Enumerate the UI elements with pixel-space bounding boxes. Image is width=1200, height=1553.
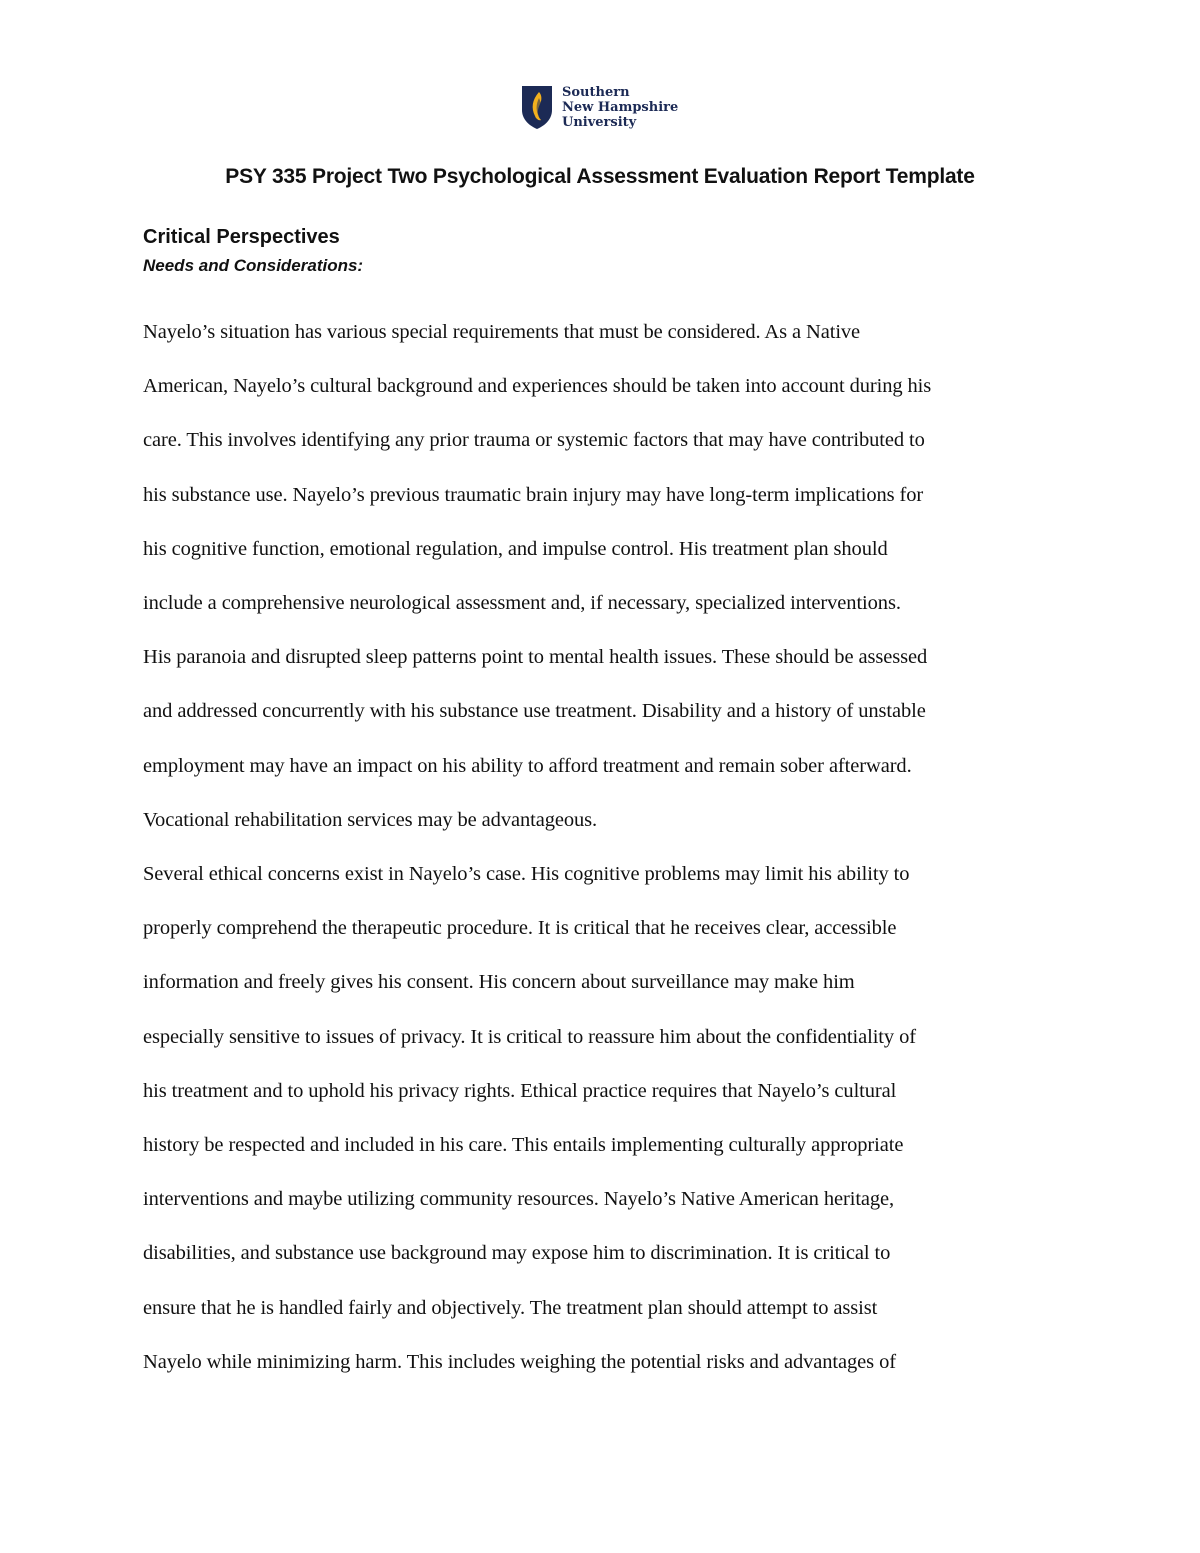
body-text xyxy=(143,305,1083,1389)
body-line: history be respected and included in his care. This entails implementing culturally appropriate xyxy=(143,1134,904,1157)
body-line: Several ethical concerns exist in Nayelo’s case. His cognitive problems may limit his ability to xyxy=(143,863,910,886)
body-line: care. This involves identifying any prior trauma or systemic factors that may have contributed to xyxy=(143,429,925,452)
body-line: Nayelo’s situation has various special requirements that must be considered. As a Native xyxy=(143,321,861,343)
logo-line-1: Southern xyxy=(562,84,630,100)
document-title: PSY 335 Project Two Psychological Assessment Evaluation Report Template xyxy=(225,165,975,188)
body-line: American, Nayelo’s cultural background and experiences should be taken into account during his xyxy=(143,375,932,398)
body-line: Vocational rehabilitation services may be advantageous. xyxy=(143,808,598,831)
body-line: His paranoia and disrupted sleep patterns point to mental health issues. These should be assessed xyxy=(143,646,928,669)
body-line: information and freely gives his consent. His concern about surveillance may make him xyxy=(143,971,855,994)
logo-line-2: New Hampshire xyxy=(562,99,679,115)
body-line: ensure that he is handled fairly and objectively. The treatment plan should attempt to assist xyxy=(143,1296,878,1319)
logo-line-3: University xyxy=(562,114,637,130)
section-subheading: Needs and Considerations: xyxy=(143,256,364,275)
body-line: include a comprehensive neurological assessment and, if necessary, specialized interventions. xyxy=(143,592,901,615)
body-line: his cognitive function, emotional regulation, and impulse control. His treatment plan should xyxy=(143,537,888,560)
section-heading: Critical Perspectives xyxy=(143,226,340,248)
body-line: employment may have an impact on his ability to afford treatment and remain sober afterward. xyxy=(143,754,912,777)
body-line: Nayelo while minimizing harm. This includes weighing the potential risks and advantages of xyxy=(143,1350,896,1373)
body-line: properly comprehend the therapeutic procedure. It is critical that he receives clear, accessible xyxy=(143,917,897,940)
university-logo xyxy=(520,84,678,130)
body-line: his treatment and to uphold his privacy rights. Ethical practice requires that Nayelo’s cultural xyxy=(143,1079,897,1102)
logo-wordmark xyxy=(562,85,678,130)
body-line: disabilities, and substance use background may expose him to discrimination. It is critical to xyxy=(143,1242,891,1265)
body-line: his substance use. Nayelo’s previous traumatic brain injury may have long-term implications for xyxy=(143,483,924,506)
shield-flame-icon xyxy=(520,84,554,130)
body-line: and addressed concurrently with his substance use treatment. Disability and a history of unstable xyxy=(143,700,926,723)
body-line: especially sensitive to issues of privacy. It is critical to reassure him about the confidentiality of xyxy=(143,1025,916,1048)
body-line: interventions and maybe utilizing community resources. Nayelo’s Native American heritage, xyxy=(143,1188,895,1211)
